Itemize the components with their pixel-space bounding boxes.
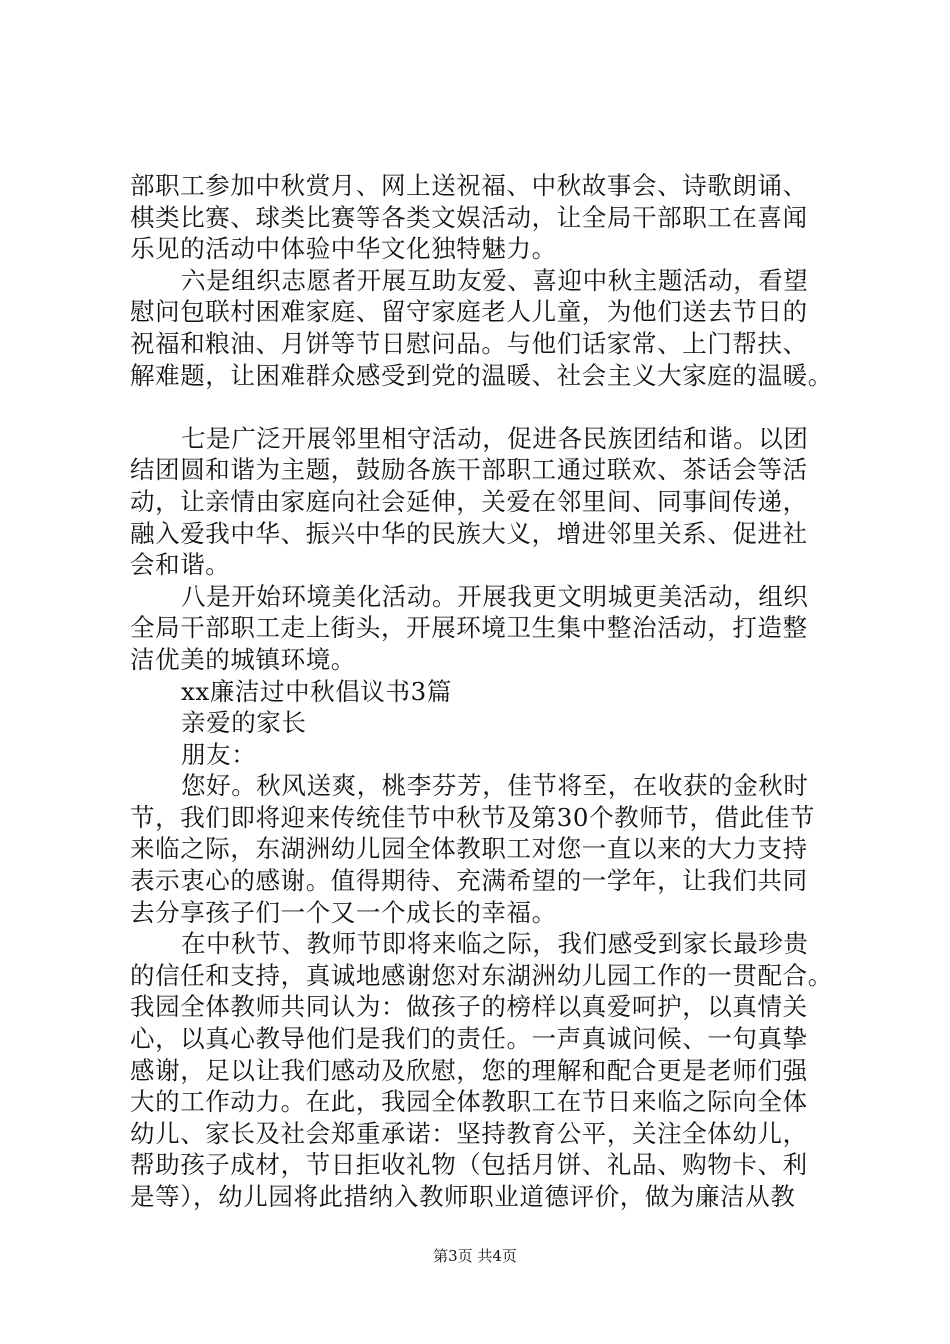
document-body bbox=[130, 170, 833, 1213]
text-line: 帮助孩子成材，节日拒收礼物（包括月饼、礼品、购物卡、利 bbox=[130, 1150, 808, 1180]
text-line: 慰问包联村困难家庭、留守家庭老人儿童，为他们送去节日的 bbox=[130, 297, 808, 327]
text-line: 的信任和支持，真诚地感谢您对东湖洲幼儿园工作的一贯配合。 bbox=[130, 960, 833, 990]
text-line: 结团圆和谐为主题，鼓励各族干部职工通过联欢、茶话会等活 bbox=[130, 455, 808, 485]
text-line: 七是广泛开展邻里相守活动，促进各民族团结和谐。以团 bbox=[181, 423, 809, 453]
text-line: 在中秋节、教师节即将来临之际，我们感受到家长最珍贵 bbox=[181, 929, 809, 959]
text-line: 动，让亲情由家庭向社会延伸，关爱在邻里间、同事间传递， bbox=[130, 486, 808, 516]
text-line: 幼儿、家长及社会郑重承诺：坚持教育公平，关注全体幼儿， bbox=[130, 1118, 808, 1148]
page-footer: 第3页 共4页 bbox=[433, 1247, 517, 1265]
text-line: 是等），幼儿园将此措纳入教师职业道德评价，做为廉洁从教 bbox=[130, 1182, 796, 1211]
text-line: 乐见的活动中体验中华文化独特魅力。 bbox=[130, 234, 557, 264]
text-line: 来临之际，东湖洲幼儿园全体教职工对您一直以来的大力支持 bbox=[130, 834, 808, 864]
text-line: 祝福和粮油、月饼等节日慰问品。与他们话家常、上门帮扶、 bbox=[130, 328, 808, 358]
text-line: 全局干部职工走上街头，开展环境卫生集中整治活动，打造整 bbox=[130, 613, 808, 643]
text-line: 六是组织志愿者开展互助友爱、喜迎中秋主题活动，看望 bbox=[181, 265, 809, 295]
text-line: 节，我们即将迎来传统佳节中秋节及第30个教师节，借此佳节 bbox=[130, 802, 815, 832]
text-line: 朋友： bbox=[181, 739, 257, 769]
text-line: 棋类比赛、球类比赛等各类文娱活动，让全局干部职工在喜闻 bbox=[130, 202, 808, 232]
text-line: 部职工参加中秋赏月、网上送祝福、中秋故事会、诗歌朗诵、 bbox=[130, 171, 808, 200]
text-line: 解难题，让困难群众感受到党的温暖、社会主义大家庭的温暖。 bbox=[130, 360, 833, 390]
text-line: 大的工作动力。在此，我园全体教职工在节日来临之际向全体 bbox=[130, 1087, 808, 1117]
text-line: 八是开始环境美化活动。开展我更文明城更美活动，组织 bbox=[181, 581, 809, 611]
text-line: 我园全体教师共同认为：做孩子的榜样以真爱呵护，以真情关 bbox=[130, 992, 808, 1022]
text-line: 去分享孩子们一个又一个成长的幸福。 bbox=[130, 897, 557, 927]
text-line: 感谢，足以让我们感动及欣慰，您的理解和配合更是老师们强 bbox=[130, 1055, 808, 1085]
text-line: 心，以真心教导他们是我们的责任。一声真诚问候、一句真挚 bbox=[130, 1024, 808, 1054]
text-line: 您好。秋风送爽，桃李芬芳，佳节将至，在收获的金秋时 bbox=[181, 771, 809, 801]
text-line: 会和谐。 bbox=[130, 550, 231, 580]
text-line: xx廉洁过中秋倡议书3篇 bbox=[181, 676, 452, 706]
text-line: 洁优美的城镇环境。 bbox=[130, 644, 356, 674]
blank-line bbox=[130, 391, 830, 423]
text-line: 表示衷心的感谢。值得期待、充满希望的一学年，让我们共同 bbox=[130, 866, 808, 896]
text-line: 亲爱的家长 bbox=[181, 708, 307, 738]
text-line: 融入爱我中华、振兴中华的民族大义，增进邻里关系、促进社 bbox=[130, 518, 808, 548]
